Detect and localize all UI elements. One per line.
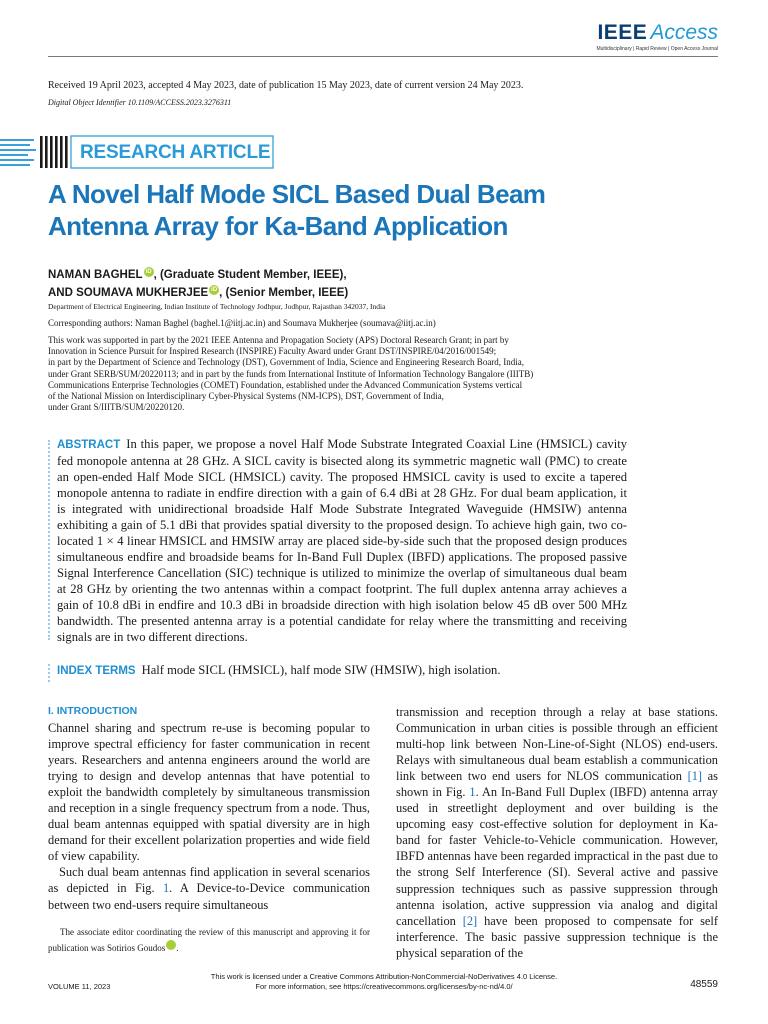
figure-link[interactable]: 1 (162, 881, 170, 896)
journal-logo (0, 22, 718, 52)
author-role-2: , (Senior Member, IEEE) (219, 287, 349, 299)
affiliation: Department of Electrical Engineering, Indian Institute of Technology Jodhpur, Jodhpur, Rajasthan 342037, India (48, 302, 386, 311)
body-right-column (396, 704, 718, 961)
funding-statement (48, 335, 728, 413)
journal-brand-light: Access (650, 21, 718, 44)
paragraph: Channel sharing and spectrum re-use is becoming popular to improve spectral efficiency for faster communication in recent years. Researchers and antenna engineers around the world are trying to design and develop antennas that have potential to exploit the bandwidth completely by simultaneous transmission and reception in a single frequency spectrum from a node. Thus, dual beam antennas equipped with spatial diversity are in high demand for their excellent polarization properties and wide field of view capability. (48, 721, 370, 864)
funding-line: Communications Enterprise Technologies (COMET) Foundation, established under the Advanced Communication Systems vertical (48, 379, 523, 390)
orcid-icon[interactable]: iD (211, 287, 218, 293)
author-list (48, 266, 728, 302)
abstract (57, 436, 627, 645)
license-line: This work is licensed under a Creative Commons Attribution-NonCommercial-NoDerivatives 4.0 License. (210, 972, 558, 981)
funding-line: This work was supported in part by the 2021 IEEE Antenna and Propagation Society (APS) Doctoral Research Grant; in part by (48, 335, 509, 345)
index-terms-text: Half mode SICL (HMSICL), half mode SIW (HMSIW), high isolation. (141, 663, 501, 677)
header-divider (48, 56, 718, 57)
funding-line: Innovation in Science Pursuit for Inspired Research (INSPIRE) Faculty Award under Grant DST/INSPIRE/04/2016/001549; (48, 346, 497, 357)
abstract-rule (48, 440, 52, 640)
funding-line: in part by the Department of Science and Technology (DST), Government of India, Science and Engineering Research Board, India, (48, 357, 525, 368)
funding-line: under Grant SERB/SUM/20220113; and in part by the funds from International Institute of Information Technology Bangalore (IIITB) (48, 368, 534, 379)
author-name-1: NAMAN BAGHEL (48, 269, 143, 281)
doi: Digital Object Identifier 10.1109/ACCESS.2023.3276311 (48, 98, 232, 107)
author-name-2: AND SOUMAVA MUKHERJEE (48, 287, 209, 299)
author-role-1: , (Graduate Student Member, IEEE), (153, 269, 347, 281)
index-terms-rule (48, 664, 52, 682)
page-number: 48559 (690, 979, 718, 990)
journal-brand-bold: IEEE (597, 21, 648, 44)
paper-title (48, 178, 728, 242)
funding-line: of the National Mission on Interdisciplinary Cyber-Physical Systems (NM-ICPS), DST, Government of India, (48, 391, 444, 402)
article-type-label: RESEARCH ARTICLE (80, 142, 271, 163)
corresponding-authors: Corresponding authors: Naman Baghel (baghel.1@iitj.ac.in) and Soumava Mukherjee (soumava@iitj.ac.in) (48, 318, 436, 328)
paragraph: transmission and reception through a relay at base stations. Communication in urban cities is possible through an efficient multi-hop link between Non-Line-of-Sight (NLOS) end-users. Relays with simultaneous dual beam establish a communication link between two end users for NLOS communication [1] as shown in Fig. 1. An In-Band Full Duplex (IBFD) antenna array used in streetlight deployment and over building is the upcoming easy cost-effective solution for deployment in Ka-band for faster Vehicle-to-Vehicle communication. However, IBFD antennas have been regarded impractical in the past due to the strong Self Interference (SI). Several active and passive suppression techniques such as passive suppression through antenna isolation, active suppression via analog and digital cancellation [2] have been proposed to compensate for self interference. The basic passive suppression technique is the physical separation of the (396, 705, 719, 960)
citation-link[interactable]: [2] (462, 913, 478, 928)
paragraph: Such dual beam antennas find application in several scenarios as depicted in Fig. 1. A Device-to-Device communication between two end-users require simultaneous (48, 865, 370, 912)
citation-link[interactable]: [1] (687, 769, 703, 784)
funding-line: under Grant S/IIITB/SUM/20220120. (48, 402, 185, 413)
abstract-label: ABSTRACT (57, 439, 121, 451)
editor-footnote: The associate editor coordinating the review of this manuscript and approving it for publication was Sotirios Goudos iD. (48, 927, 370, 953)
orcid-icon[interactable]: iD (166, 940, 176, 950)
abstract-text: In this paper, we propose a novel Half Mode Substrate Integrated Coaxial Line (HMSICL) cavity fed monopole antenna at 28 GHz. A SICL cavity is bisected along its symmetric magnetic wall (PMC) to create an open-ended Half Mode SICL (HMSICL) cavity. The proposed HMSICL cavity is used to excite a tapered monopole antenna to radiate in endfire direction with a gain of 6.4 dBi at 28 GHz. For dual beam application, it is integrated with unidirectional broadside Half Mode Substrate Integrated Waveguide (HMSIW) antenna exhibiting a gain of 5.1 dBi that provides spatial diversity to the proposed design. To achieve high gain, two co-located 1 × 4 linear HMSICL and HMSIW array are placed side-by-side such that the proposed design produces simultaneous endfire and broadside beams for In-Band Full Duplex (IBFD) applications. The proposed passive Signal Interference Cancellation (SIC) technique is utilized to minimize the overlap of simultaneous dual beam at 28 GHz by orienting the two antennas within a compact footprint. The full duplex antenna array achieves a gain of 10.8 dBi in endfire and 10.3 dBi in broadside direction with high isolation below 45 dB over 500 MHz bandwidth. The presented antenna array is a potential candidate for relay where the transmitting and receiving signals are in two different directions. (57, 437, 627, 644)
index-terms (57, 662, 677, 679)
journal-tagline: Multidisciplinary | Rapid Review | Open Access Journal (596, 46, 718, 52)
orcid-icon[interactable]: iD (145, 269, 152, 275)
license-url[interactable]: For more information, see https://creativecommons.org/licenses/by-nc-nd/4.0/ (255, 981, 513, 991)
section-heading: I. INTRODUCTION (48, 705, 138, 717)
figure-link[interactable]: 1 (469, 785, 476, 800)
body-left-column (48, 704, 370, 913)
title-line-2: Antenna Array for Ka-Band Application (48, 211, 508, 241)
title-line-1: A Novel Half Mode SICL Based Dual Beam (48, 179, 546, 209)
index-terms-label: INDEX TERMS (57, 665, 136, 677)
volume-info: VOLUME 11, 2023 (48, 982, 111, 991)
publication-dates: Received 19 April 2023, accepted 4 May 2023, date of publication 15 May 2023, date of current version 24 May 2023. (48, 80, 524, 91)
